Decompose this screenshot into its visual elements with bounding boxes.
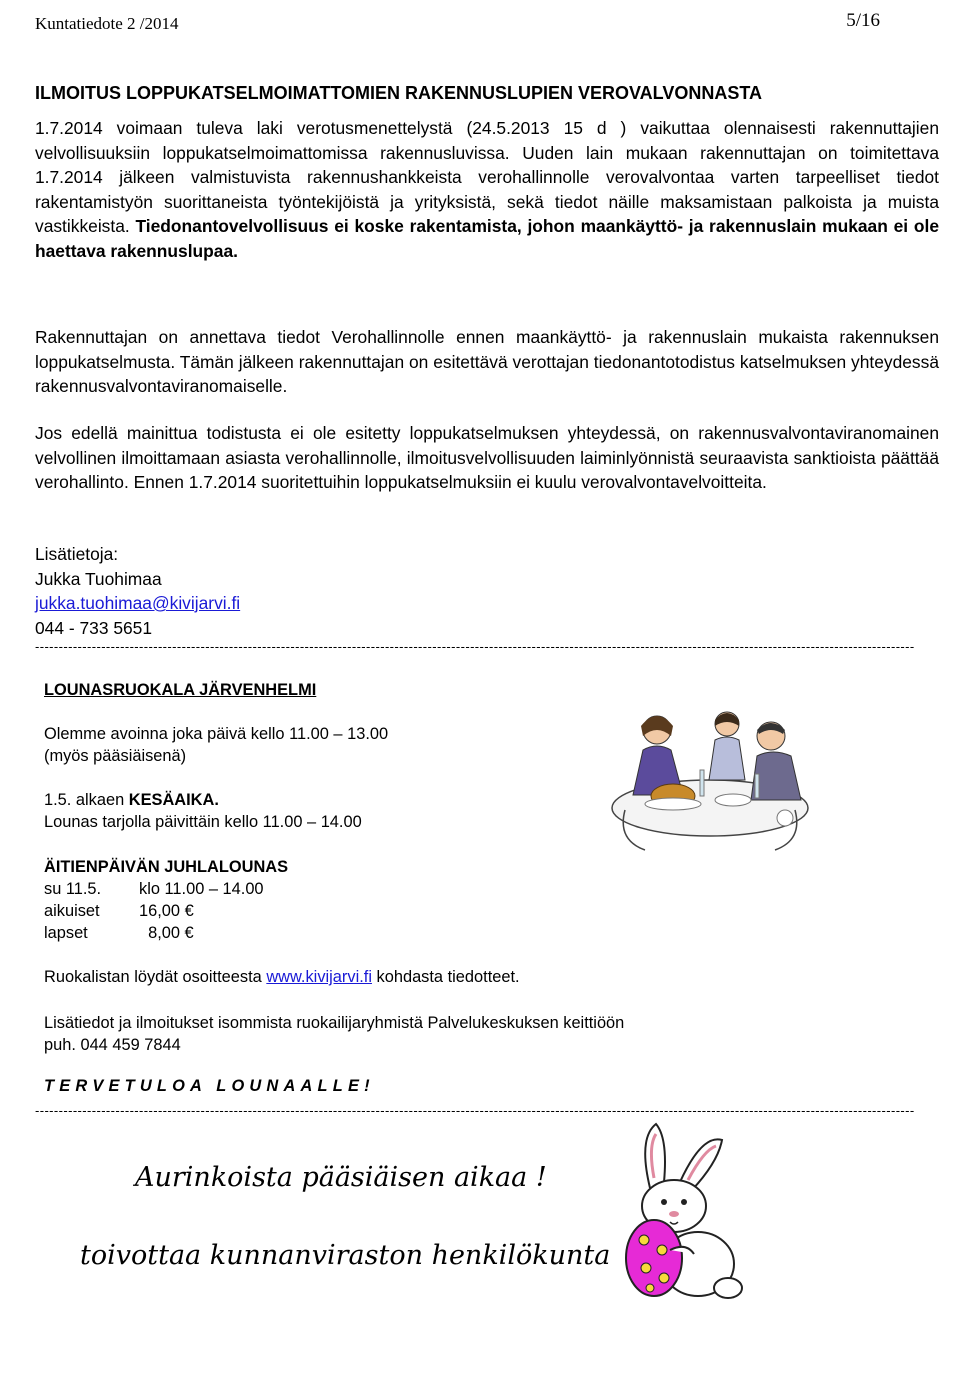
summer-bold: KESÄAIKA. <box>128 791 219 809</box>
contact-label: Lisätietoja: <box>35 544 119 564</box>
summer-prefix: 1.5. alkaen <box>44 791 129 809</box>
mothers-day-row <box>44 878 288 900</box>
summer-hours <box>44 789 362 833</box>
welcome-text: TERVETULOA LOUNAALLE! <box>44 1077 375 1095</box>
notice-paragraph-1-text: 1.7.2014 voimaan tuleva laki verotusmenettelystä (24.5.2013 15 d ) vaikuttaa olennaisesti rakennuttajien velvollisuuksiin loppukatselmoimattomissa rakennusluvissa. Uuden lain mukaan rakennuttajan on toimitettava 1.7.2014 jälkeen valmistuvista rakennushankkeista verohallinnolle verovalvontaa varten tarpeelliset tiedot rakentamistyön suorittaneista työntekijöistä ja yrityksistä, sekä tiedot näille maksamistaan palkoista ja muista vastikkeista. <box>35 118 939 236</box>
mothers-day-row <box>44 922 288 944</box>
row-label: lapset <box>44 924 88 942</box>
notice-paragraph-1-bold: Tiedonantovelvollisuus ei koske rakentamista, johon maankäyttö- ja rakennuslain mukaan ei ole haettava rakennuslupaa. <box>35 216 939 261</box>
notice-paragraph-2: Rakennuttajan on annettava tiedot Verohallinnolle ennen maankäyttö- ja rakennuslain mukaista rakennuksen loppukatselmusta. Tämän jälkeen rakennuttajan on esitettävä verottajan tiedonantotodistus katselmuksen yhteydessä rakennusvalvontaviranomaiselle. <box>35 327 939 396</box>
easter-signature: toivottaa kunnanviraston henkilökunta <box>80 1240 611 1271</box>
publication-title: Kuntatiedote 2 /2014 <box>35 14 179 33</box>
group-info-phone: puh. 044 459 7844 <box>44 1036 181 1054</box>
row-label: aikuiset <box>44 902 100 920</box>
summer-hours-line <box>44 789 362 811</box>
row-value: 16,00 € <box>139 902 194 920</box>
summer-lunch-line: Lounas tarjolla päivittäin kello 11.00 – 14.00 <box>44 813 362 831</box>
menu-prefix: Ruokalistan löydät osoitteesta <box>44 968 267 986</box>
menu-info <box>44 966 520 988</box>
easter-greeting: Aurinkoista pääsiäisen aikaa ! <box>135 1162 547 1193</box>
group-info-line: Lisätiedot ja ilmoitukset isommista ruokailijaryhmistä Palvelukeskuksen keittiöön <box>44 1014 625 1032</box>
mothers-day-row <box>44 900 288 922</box>
opening-hours-line: Olemme avoinna joka päivä kello 11.00 – 13.00 <box>44 725 389 743</box>
easter-bunny-illustration <box>610 1118 755 1303</box>
dining-illustration <box>605 700 815 855</box>
lunch-title: LOUNASRUOKALA JÄRVENHELMI <box>44 681 317 699</box>
group-info <box>44 1012 624 1056</box>
contact-phone: 044 - 733 5651 <box>35 617 153 638</box>
notice-title: ILMOITUS LOPPUKATSELMOIMATTOMIEN RAKENNUSLUPIEN VEROVALVONNASTA <box>35 83 763 103</box>
row-value: klo 11.00 – 14.00 <box>139 880 264 898</box>
contact-block <box>35 542 240 640</box>
opening-hours <box>44 723 388 767</box>
website-link[interactable]: www.kivijarvi.fi <box>266 968 372 986</box>
contact-name: Jukka Tuohimaa <box>35 568 162 589</box>
contact-email-link[interactable]: jukka.tuohimaa@kivijarvi.fi <box>35 593 241 613</box>
opening-hours-note: (myös pääsiäisenä) <box>44 747 187 765</box>
page-header <box>35 10 880 36</box>
page-number: 5/16 <box>846 10 880 31</box>
row-label: su 11.5. <box>44 880 102 898</box>
divider-bottom: ------------------------------------------------------------------------------------------------------------------------------------------------------------------------------------------ <box>35 1104 915 1118</box>
mothers-day-block <box>44 856 288 944</box>
row-value: 8,00 € <box>139 924 194 942</box>
mothers-day-title: ÄITIENPÄIVÄN JUHLALOUNAS <box>44 858 289 876</box>
notice-paragraph-1 <box>35 116 939 263</box>
notice-paragraph-3: Jos edellä mainittua todistusta ei ole esitetty loppukatselmuksen yhteydessä, on rakennusvalvontaviranomainen velvollinen ilmoittamaan asiasta verohallinnolle, ilmoitusvelvollisuuden laiminlyönnistä seuraavista sanktioista päättää verohallinto. Ennen 1.7.2014 suoritettuihin loppukatselmuksiin ei kuulu verovalvontavelvoitteita. <box>35 423 939 492</box>
divider-top: ------------------------------------------------------------------------------------------------------------------------------------------------------------------------------------------ <box>35 640 915 654</box>
menu-suffix: kohdasta tiedotteet. <box>371 968 520 986</box>
